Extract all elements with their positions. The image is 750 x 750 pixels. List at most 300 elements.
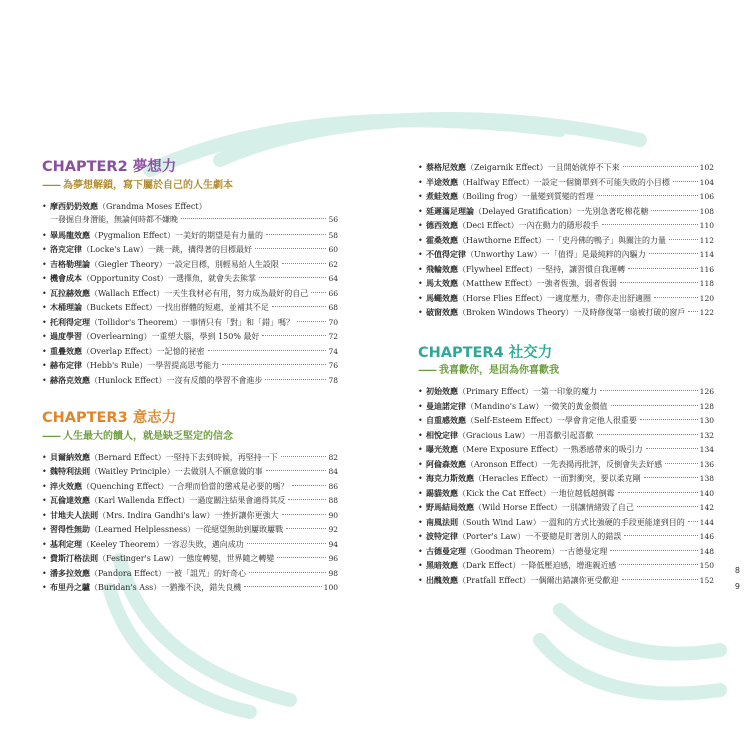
entry-description: （Buridan's Ass）一猶豫不決，錯失良機 <box>90 583 242 592</box>
toc-entry <box>42 580 338 595</box>
entry-name: 蔡格尼效應 <box>426 162 466 172</box>
entry-page-number: 66 <box>328 288 338 298</box>
entry-description: （Zeigarnik Effect）一且開始就停不下來 <box>466 163 620 172</box>
toc-entry <box>418 160 714 175</box>
dot-leader <box>265 379 326 380</box>
entry-page-number: 74 <box>328 346 338 356</box>
bullet-icon: • <box>418 192 423 201</box>
toc-entry <box>418 189 714 204</box>
entry-name: 赫洛克效應 <box>50 374 90 385</box>
swirl-arc-bottom-3 <box>560 610 720 654</box>
entry-name: 畢馬龍效應 <box>50 229 90 240</box>
dot-leader <box>640 419 698 420</box>
chapter2-subtitle <box>42 181 338 191</box>
chapter4-entry-list <box>418 384 714 587</box>
entry-page-number: 92 <box>328 525 338 534</box>
dot-leader <box>277 557 326 558</box>
entry-page-number: 72 <box>328 332 338 341</box>
chapter4-subtitle-text: 我喜歡你，是因為你喜歡我 <box>439 365 559 376</box>
entry-name: 曼迪諾定律 <box>426 400 466 411</box>
entry-name: 野馬結局效應 <box>426 502 474 512</box>
entry-description: （Tollidor's Theorem）一事情只有「對」和「錯」嗎？ <box>90 317 294 327</box>
toc-entry <box>42 537 338 552</box>
toc-entry <box>42 522 338 537</box>
entry-page-number: 112 <box>699 235 714 245</box>
dot-leader <box>618 492 698 493</box>
entry-page-number: 138 <box>699 474 714 483</box>
dot-leader <box>688 311 697 312</box>
entry-page-number: 100 <box>323 583 338 592</box>
entry-description: （Horse Flies Effect）一適度壓力，帶你走出舒適圈 <box>458 293 652 303</box>
entry-description: （Broken Windows Theory）一及時修復第一扇被打破的窗戶 <box>458 308 686 317</box>
bullet-icon: • <box>42 452 47 462</box>
dot-leader <box>651 210 697 211</box>
toc-entry <box>42 300 338 315</box>
bullet-icon: • <box>418 221 423 230</box>
entry-page-number: 76 <box>328 361 338 370</box>
dash-ornament: —— <box>42 179 60 191</box>
dot-leader <box>282 514 327 515</box>
toc-entry <box>42 493 338 508</box>
entry-page-number: 102 <box>699 163 714 172</box>
entry-page-number: 82 <box>328 452 338 462</box>
entry-description: （Mrs. Indira Gandhi's law）一挫折讓你更強大 <box>98 510 279 520</box>
dot-leader <box>282 263 327 264</box>
entry-description: （Festinger's Law）一態度轉變，世界隨之轉變 <box>98 554 275 563</box>
entry-description: （Goodman Theorem）一古德曼定理 <box>466 546 608 556</box>
bullet-icon: • <box>42 346 47 356</box>
entry-name: 托利得定理 <box>50 316 90 327</box>
toc-entry <box>42 344 338 359</box>
toc-entry <box>418 399 714 414</box>
dot-leader <box>247 543 327 544</box>
entry-page-number: 116 <box>699 264 714 274</box>
toc-entry <box>42 464 338 479</box>
toc-entry <box>42 286 338 301</box>
dash-ornament: —— <box>418 365 436 376</box>
toc-entry <box>42 213 338 228</box>
dot-leader <box>688 521 698 522</box>
entry-description: （Kick the Cat Effect）一地位越低越倒霉 <box>458 488 615 498</box>
entry-description: （Waitley Principle）一去做別人不願意做的事 <box>90 467 263 476</box>
entry-description: （Karl Wallenda Effect）一過度關注結果會適得其反 <box>90 496 286 505</box>
bullet-icon: • <box>42 375 47 385</box>
toc-entry <box>418 529 714 544</box>
chapter2-header <box>42 160 338 191</box>
bullet-icon: • <box>42 361 47 370</box>
entry-description: （Giegler Theory）一設定目標，別輕易給人生設限 <box>90 259 279 269</box>
bullet-icon: • <box>42 525 47 534</box>
toc-entry <box>418 262 714 277</box>
toc-entry <box>42 315 338 330</box>
entry-page-number: 146 <box>699 532 714 541</box>
entry-page-number: 114 <box>699 250 714 259</box>
toc-entry <box>42 450 338 465</box>
entry-name: 德西效應 <box>426 220 458 230</box>
entry-name: 馬太效應 <box>426 278 458 288</box>
toc-entry <box>418 305 714 320</box>
bullet-icon: • <box>42 303 47 312</box>
toc-entry <box>42 566 338 581</box>
entry-description: （Boiling frog）一量變到質變的哲理 <box>458 192 594 201</box>
entry-description: （Deci Effect）一內在動力的隱形殺手 <box>458 221 599 230</box>
chapter4-title: CHAPTER4 社交力 <box>418 344 553 361</box>
entry-description: （Gracious Law）一用喜歡引起喜歡 <box>458 430 594 440</box>
chapter3-header <box>42 411 338 442</box>
bullet-icon: • <box>418 250 423 259</box>
dot-leader <box>649 253 698 254</box>
entry-description: （Wild Horse Effect）一別讓情緒毀了自己 <box>474 503 634 512</box>
dot-leader <box>311 292 326 293</box>
entry-name: 習得性無助 <box>50 524 90 534</box>
entry-page-number: 132 <box>699 430 714 440</box>
bullet-icon: • <box>418 387 423 396</box>
entry-page-number: 88 <box>328 496 338 505</box>
entry-description: （Heracles Effect）一面對衝突，要以柔克剛 <box>474 474 641 483</box>
entry-page-number: 118 <box>699 279 714 288</box>
entry-description: （South Wind Law）一溫和的方式比強硬的手段更能達到目的 <box>458 517 685 527</box>
bullet-icon: • <box>42 539 47 549</box>
entry-name: 貝爾納效應 <box>50 451 90 462</box>
right-column <box>418 160 714 587</box>
dot-leader <box>281 456 327 457</box>
dot-leader <box>259 277 326 278</box>
entry-name: 過度學習 <box>50 331 82 341</box>
dot-leader <box>619 564 697 565</box>
dot-leader <box>249 572 326 573</box>
entry-name: 魏特利法則 <box>50 466 90 476</box>
entry-name: 黑暗效應 <box>426 560 458 570</box>
dot-leader <box>654 297 698 298</box>
chapter3-continued-entry-list <box>418 160 714 320</box>
bullet-icon: • <box>42 245 47 254</box>
entry-page-number: 142 <box>699 503 714 512</box>
toc-entry <box>418 544 714 559</box>
dot-leader <box>181 218 326 219</box>
bullet-icon: • <box>418 430 423 440</box>
entry-description: （Pygmalion Effect）一美好的期望是有力量的 <box>90 230 263 240</box>
entry-page-number: 126 <box>699 387 714 396</box>
entry-page-number: 58 <box>328 230 338 240</box>
entry-name: 煮蛙效應 <box>426 191 458 201</box>
toc-entry <box>42 329 338 344</box>
entry-description: （Overlap Effect）一記憶的祕密 <box>82 346 205 356</box>
dot-leader <box>292 485 327 486</box>
entry-description: （Mandino's Law）一微笑的黃金價值 <box>466 401 608 411</box>
toc-entry <box>418 442 714 457</box>
dot-leader <box>611 405 698 406</box>
dot-leader <box>622 579 698 580</box>
bullet-icon: • <box>418 416 423 425</box>
dot-leader <box>628 268 698 269</box>
page-number-left: 8 <box>734 566 740 575</box>
dot-leader <box>288 499 326 500</box>
toc-entry <box>42 358 338 373</box>
entry-name: 踢貓效應 <box>426 487 458 498</box>
entry-description: （Learned Helplessness）一從絕望無助到屢敗屢戰 <box>90 525 284 534</box>
entry-page-number: 128 <box>699 401 714 411</box>
bullet-icon: • <box>42 317 47 327</box>
bullet-icon: • <box>42 201 47 211</box>
entry-name: 木桶理論 <box>50 302 82 312</box>
bullet-icon: • <box>42 481 47 491</box>
entry-page-number: 120 <box>699 293 714 303</box>
entry-description: （Aronson Effect）一先表揚再批評，反倒會失去好感 <box>466 459 663 469</box>
entry-page-number: 122 <box>699 308 714 317</box>
entry-description: （Overlearning）一重塑大腦，學到 150% 最好 <box>82 332 260 341</box>
dot-leader <box>262 335 326 336</box>
entry-page-number: 70 <box>328 317 338 327</box>
toc-entry <box>42 271 338 286</box>
toc-entry <box>418 175 714 190</box>
bullet-icon: • <box>42 510 47 520</box>
entry-name: 霍桑效應 <box>426 234 458 245</box>
toc-entry <box>42 228 338 243</box>
toc-entry <box>42 551 338 566</box>
entry-page-number: 68 <box>328 303 338 312</box>
entry-page-number: 134 <box>699 445 714 454</box>
entry-page-number: 130 <box>699 416 714 425</box>
bullet-icon: • <box>418 546 423 556</box>
dot-leader <box>673 181 698 182</box>
entry-name: 赫布定律 <box>50 360 82 370</box>
bullet-icon: • <box>418 459 423 469</box>
bullet-icon: • <box>42 332 47 341</box>
dot-leader <box>244 586 321 587</box>
toc-entry <box>418 247 714 262</box>
dot-leader <box>286 528 326 529</box>
chapter4-subtitle <box>418 366 714 376</box>
entry-description: （Hunlock Effect）一沒有反饋的學習不會進步 <box>90 375 263 385</box>
dot-leader <box>208 350 327 351</box>
entry-page-number: 62 <box>328 259 338 269</box>
entry-name: 古德曼定理 <box>426 545 466 556</box>
bullet-icon: • <box>418 279 423 288</box>
entry-name: 甘地夫人法則 <box>50 509 98 520</box>
bullet-icon: • <box>418 503 423 512</box>
bullet-icon: • <box>42 467 47 476</box>
entry-description: （Pratfall Effect）一偶爾出錯讓你更受歡迎 <box>458 575 619 585</box>
entry-description: （Hawthorne Effect）一「史丹佛的鴨子」與關注的力量 <box>458 235 666 245</box>
entry-name: 不值得定律 <box>426 249 466 259</box>
toc-entry <box>418 515 714 530</box>
entry-description: （Grandma Moses Effect） <box>98 201 207 211</box>
entry-page-number: 106 <box>699 192 714 201</box>
entry-page-number: 64 <box>328 274 338 283</box>
entry-name: 波特定律 <box>426 531 458 541</box>
entry-description: （Hebb's Rule）一學習提高思考能力 <box>82 361 220 370</box>
dot-leader <box>272 306 327 307</box>
toc-entry <box>418 457 714 472</box>
bullet-icon: • <box>418 401 423 411</box>
entry-name: 潘多拉效應 <box>50 567 90 578</box>
entry-description: （Keeley Theorem）一容忍失敗，邁向成功 <box>82 539 244 549</box>
entry-name: 吉格勒理論 <box>50 258 90 269</box>
entry-page-number: 104 <box>699 177 714 187</box>
bullet-icon: • <box>42 568 47 578</box>
entry-page-number: 94 <box>328 539 338 549</box>
bullet-icon: • <box>418 575 423 585</box>
toc-entry <box>42 257 338 272</box>
bullet-icon: • <box>418 488 423 498</box>
entry-page-number: 136 <box>699 459 714 469</box>
bullet-icon: • <box>418 561 423 570</box>
toc-entry <box>418 573 714 588</box>
entry-page-number: 150 <box>699 561 714 570</box>
dot-leader <box>665 463 698 464</box>
entry-page-number: 140 <box>699 488 714 498</box>
toc-entry <box>42 199 338 214</box>
entry-name: 重疊效應 <box>50 345 82 356</box>
bullet-icon: • <box>42 259 47 269</box>
entry-page-number: 144 <box>699 517 714 527</box>
toc-entry <box>418 500 714 515</box>
toc-entry <box>418 384 714 399</box>
entry-description: （Unworthy Law）一「值得」是最純粹的內驅力 <box>466 250 646 259</box>
entry-name: 自重感效應 <box>426 415 466 425</box>
bullet-icon: • <box>418 206 423 216</box>
toc-entry <box>418 291 714 306</box>
entry-description: （Quenching Effect）一合理而恰當的懲戒是必要的嗎？ <box>82 481 289 491</box>
entry-name: 破窗效應 <box>426 307 458 317</box>
dot-leader <box>637 506 698 507</box>
bullet-icon: • <box>418 445 423 454</box>
chapter3-subtitle-text: 人生最大的饋人，就是缺乏堅定的信念 <box>63 430 233 442</box>
toc-entry <box>418 276 714 291</box>
bullet-icon: • <box>418 177 423 187</box>
entry-description: （Bernard Effect）一堅持下去到時候，再堅持一下 <box>90 452 278 462</box>
toc-entry <box>418 413 714 428</box>
dot-leader <box>222 364 326 365</box>
toc-entry <box>42 373 338 388</box>
toc-entry <box>42 479 338 494</box>
entry-description: （Locke's Law）一跳一跳，搆得著的目標最好 <box>82 245 252 254</box>
entry-description: （Matthew Effect）一強者恆強，弱者恆弱 <box>458 279 617 288</box>
dot-leader <box>620 282 698 283</box>
entry-page-number: 84 <box>328 467 338 476</box>
entry-page-number: 148 <box>699 546 714 556</box>
dot-leader <box>610 550 697 551</box>
chapter2-entry-list <box>42 199 338 388</box>
toc-entry <box>418 218 714 233</box>
dot-leader <box>255 248 326 249</box>
entry-page-number: 98 <box>328 568 338 578</box>
entry-description: （Mere Exposure Effect）一熟悉感帶來的吸引力 <box>458 445 643 454</box>
dot-leader <box>600 390 698 391</box>
toc-entry <box>418 233 714 248</box>
chapter2-subtitle-text: 為夢想解鎖，寫下屬於自己的人生劇本 <box>63 179 233 191</box>
chapter4-header <box>418 346 714 377</box>
entry-name: 費斯汀格法則 <box>50 553 98 563</box>
entry-name: 機會成本 <box>50 273 82 283</box>
entry-name: 馬蠅效應 <box>426 292 458 303</box>
bullet-icon: • <box>418 517 423 527</box>
bullet-icon: • <box>418 308 423 317</box>
entry-page-number: 56 <box>328 215 338 224</box>
entry-description: 一發掘自身潛能，無論何時都不嫌晚 <box>50 215 178 224</box>
bullet-icon: • <box>418 235 423 245</box>
entry-name: 摩西奶奶效應 <box>50 200 98 211</box>
dot-leader <box>669 239 698 240</box>
bullet-icon: • <box>42 583 47 592</box>
entry-description: （Buckets Effect）一找出群體的短處，並補其不足 <box>82 303 269 312</box>
entry-description: （Flywheel Effect）一堅持，讓習慣自我運轉 <box>458 264 626 274</box>
bullet-icon: • <box>42 230 47 240</box>
toc-entry <box>418 428 714 443</box>
dot-leader <box>266 234 326 235</box>
bullet-icon: • <box>418 293 423 303</box>
entry-name: 初始效應 <box>426 386 458 396</box>
entry-description: （Self-Esteem Effect）一學會肯定他人很重要 <box>466 416 637 425</box>
toc-entry <box>418 471 714 486</box>
entry-page-number: 110 <box>699 221 714 230</box>
entry-page-number: 86 <box>328 481 338 491</box>
entry-name: 相悅定律 <box>426 429 458 440</box>
bullet-icon: • <box>42 288 47 298</box>
entry-name: 阿倫森效應 <box>426 458 466 469</box>
entry-name: 曝光效應 <box>426 444 458 454</box>
toc-entry <box>42 242 338 257</box>
dot-leader <box>644 477 698 478</box>
bullet-icon: • <box>418 474 423 483</box>
dot-leader <box>602 224 698 225</box>
entry-name: 基利定理 <box>50 538 82 549</box>
entry-name: 延遲滿足理論 <box>426 205 474 216</box>
bullet-icon: • <box>42 496 47 505</box>
page-number-right: 9 <box>734 582 740 591</box>
bullet-icon: • <box>418 532 423 541</box>
entry-description: （Halfway Effect）一設定一個簡單到不可能失敗的小目標 <box>458 177 670 187</box>
dash-ornament: —— <box>42 430 60 442</box>
entry-page-number: 108 <box>699 206 714 216</box>
dot-leader <box>646 448 698 449</box>
entry-name: 布里丹之驢 <box>50 582 90 592</box>
entry-description: （Opportunity Cost）一選擇魚，就會失去熊掌 <box>82 274 257 283</box>
toc-entry <box>418 558 714 573</box>
entry-name: 飛輪效應 <box>426 263 458 274</box>
chapter3-entry-list <box>42 450 338 595</box>
entry-name: 半途效應 <box>426 176 458 187</box>
toc-entry <box>418 486 714 501</box>
entry-name: 洛克定律 <box>50 244 82 254</box>
entry-name: 瓦倫達效應 <box>50 495 90 505</box>
dot-leader <box>597 195 698 196</box>
entry-page-number: 90 <box>328 510 338 520</box>
dot-leader <box>597 434 698 435</box>
left-column <box>42 160 338 595</box>
entry-description: （Pandora Effect）一被「詛咒」的好奇心 <box>90 568 246 578</box>
toc-entry <box>418 204 714 219</box>
chapter2-title: CHAPTER2 夢想力 <box>42 159 177 175</box>
chapter3-title: CHAPTER3 意志力 <box>42 410 177 426</box>
entry-name: 海克力斯效應 <box>426 473 474 483</box>
entry-description: （Primary Effect）一第一印象的魔力 <box>458 387 597 396</box>
entry-page-number: 152 <box>699 575 714 585</box>
bullet-icon: • <box>418 264 423 274</box>
dot-leader <box>266 470 327 471</box>
dot-leader <box>297 321 326 322</box>
entry-page-number: 60 <box>328 245 338 254</box>
entry-page-number: 96 <box>328 554 338 563</box>
toc-entry <box>42 508 338 523</box>
entry-name: 南風法則 <box>426 516 458 527</box>
bullet-icon: • <box>42 554 47 563</box>
entry-description: （Dark Effect）一降低壓迫感，增進親近感 <box>458 561 617 570</box>
entry-name: 出醜效應 <box>426 574 458 585</box>
dot-leader <box>624 535 697 536</box>
entry-name: 淬火效應 <box>50 480 82 491</box>
entry-description: （Porter's Law）一不要總是盯著別人的錯誤 <box>458 532 622 541</box>
